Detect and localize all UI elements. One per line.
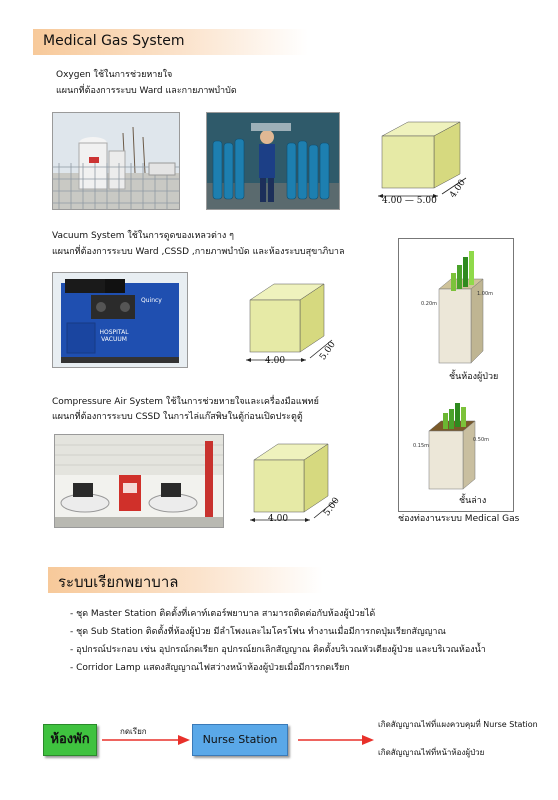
oxygen-line-1: Oxygen ใช้ในการช่วยหายใจ	[56, 70, 173, 80]
call-label: กดเรียก	[120, 727, 147, 736]
compressed-air-room-volume-diagram	[244, 440, 354, 536]
upper-duct-caption: ชั้นห้องผู้ป่วย	[449, 372, 499, 382]
result-line-1: เกิดสัญญาณไฟที่แผงควบคุมที่ Nurse Station	[378, 720, 538, 729]
duct-panel-footer: ช่องท่องานระบบ Medical Gas	[398, 514, 520, 524]
nurse-call-bullet-3: - อุปกรณ์ประกอบ เช่น อุปกรณ์กดเรียก อุปกรณ์ยกเลิกสัญญาณ ติดตั้งบริเวณหัวเตียงผู้ป่วย และบริเวณห้องน้ำ	[70, 645, 486, 655]
vacuum-dim-width: 4.00	[265, 356, 286, 366]
vacuum-machine-label: HOSPITAL VACUUM	[99, 329, 129, 343]
nurse-call-bullet-2: - ชุด Sub Station ติดตั้งที่ห้องผู้ป่วย มีลำโพงและไมโครโฟน ทำงานเมื่อมีการกดปุ่มเรียกสัญญาณ	[70, 627, 446, 637]
room-box	[43, 724, 97, 756]
signal-arrow	[298, 734, 374, 746]
section-title: Medical Gas System	[43, 33, 185, 49]
oxygen-dim-width: 4.00 — 5.00	[382, 196, 437, 206]
result-line-2: เกิดสัญญาณไฟที่หน้าห้องผู้ป่วย	[378, 748, 485, 757]
vacuum-line-2: แผนกที่ต้องการระบบ Ward ,CSSD ,กายภาพบำบัด และห้องระบบสุขาภิบาล	[52, 247, 345, 257]
nurse-call-bullet-4: - Corridor Lamp แสดงสัญญาณไฟสว่างหน้าห้องผู้ป่วยเมื่อมีการกดเรียก	[70, 663, 350, 673]
oxygen-tank-photo	[52, 112, 180, 210]
compressed-air-dim-width: 4.00	[268, 514, 289, 524]
section-header-medical-gas	[33, 29, 308, 55]
upper-duct-dim-1: 0.20m	[421, 301, 438, 307]
nurse-station-box	[192, 724, 288, 756]
vacuum-dim-depth: 5.00	[318, 339, 338, 363]
nurse-call-bullet-1: - ชุด Master Station ติดตั้งที่เคาท์เตอร์พยาบาล สามารถติดต่อกับห้องผู้ป่วยได้	[70, 609, 376, 619]
lower-duct-dim-2: 0.50m	[473, 437, 490, 443]
nurse-station-label: Nurse Station	[202, 733, 278, 746]
vacuum-pump-photo	[52, 272, 188, 368]
oxygen-cylinders-photo	[206, 112, 340, 210]
upper-duct-dim-2: 1.00m	[477, 291, 494, 297]
medical-gas-duct-panel	[398, 238, 514, 512]
section-header-nurse-call	[48, 567, 323, 593]
compressed-air-dim-depth: 5.00	[322, 495, 342, 519]
vacuum-brand-label: Quincy	[141, 297, 162, 304]
section-title: ระบบเรียกพยาบาล	[58, 573, 179, 591]
compressed-air-line-2: แผนกที่ต้องการระบบ CSSD ในการไล่แก๊สพิษในตู้ก่อนเปิดประตูตู้	[52, 412, 303, 422]
lower-duct-dim-1: 0.15m	[413, 443, 430, 449]
air-compressor-photo	[54, 434, 224, 528]
vacuum-line-1: Vacuum System ใช้ในการดูดของเหลวต่าง ๆ	[52, 231, 234, 241]
oxygen-line-2: แผนกที่ต้องการระบบ Ward และกายภาพบำบัด	[56, 86, 237, 96]
room-label: ห้องพัก	[50, 732, 90, 747]
vacuum-room-volume-diagram	[240, 280, 350, 376]
compressed-air-line-1: Compressure Air System ใช้ในการช่วยหายใจและเครื่องมือแพทย์	[52, 397, 319, 407]
oxygen-dim-depth: 4.00	[448, 177, 468, 201]
lower-duct-caption: ชั้นล่าง	[459, 496, 487, 506]
